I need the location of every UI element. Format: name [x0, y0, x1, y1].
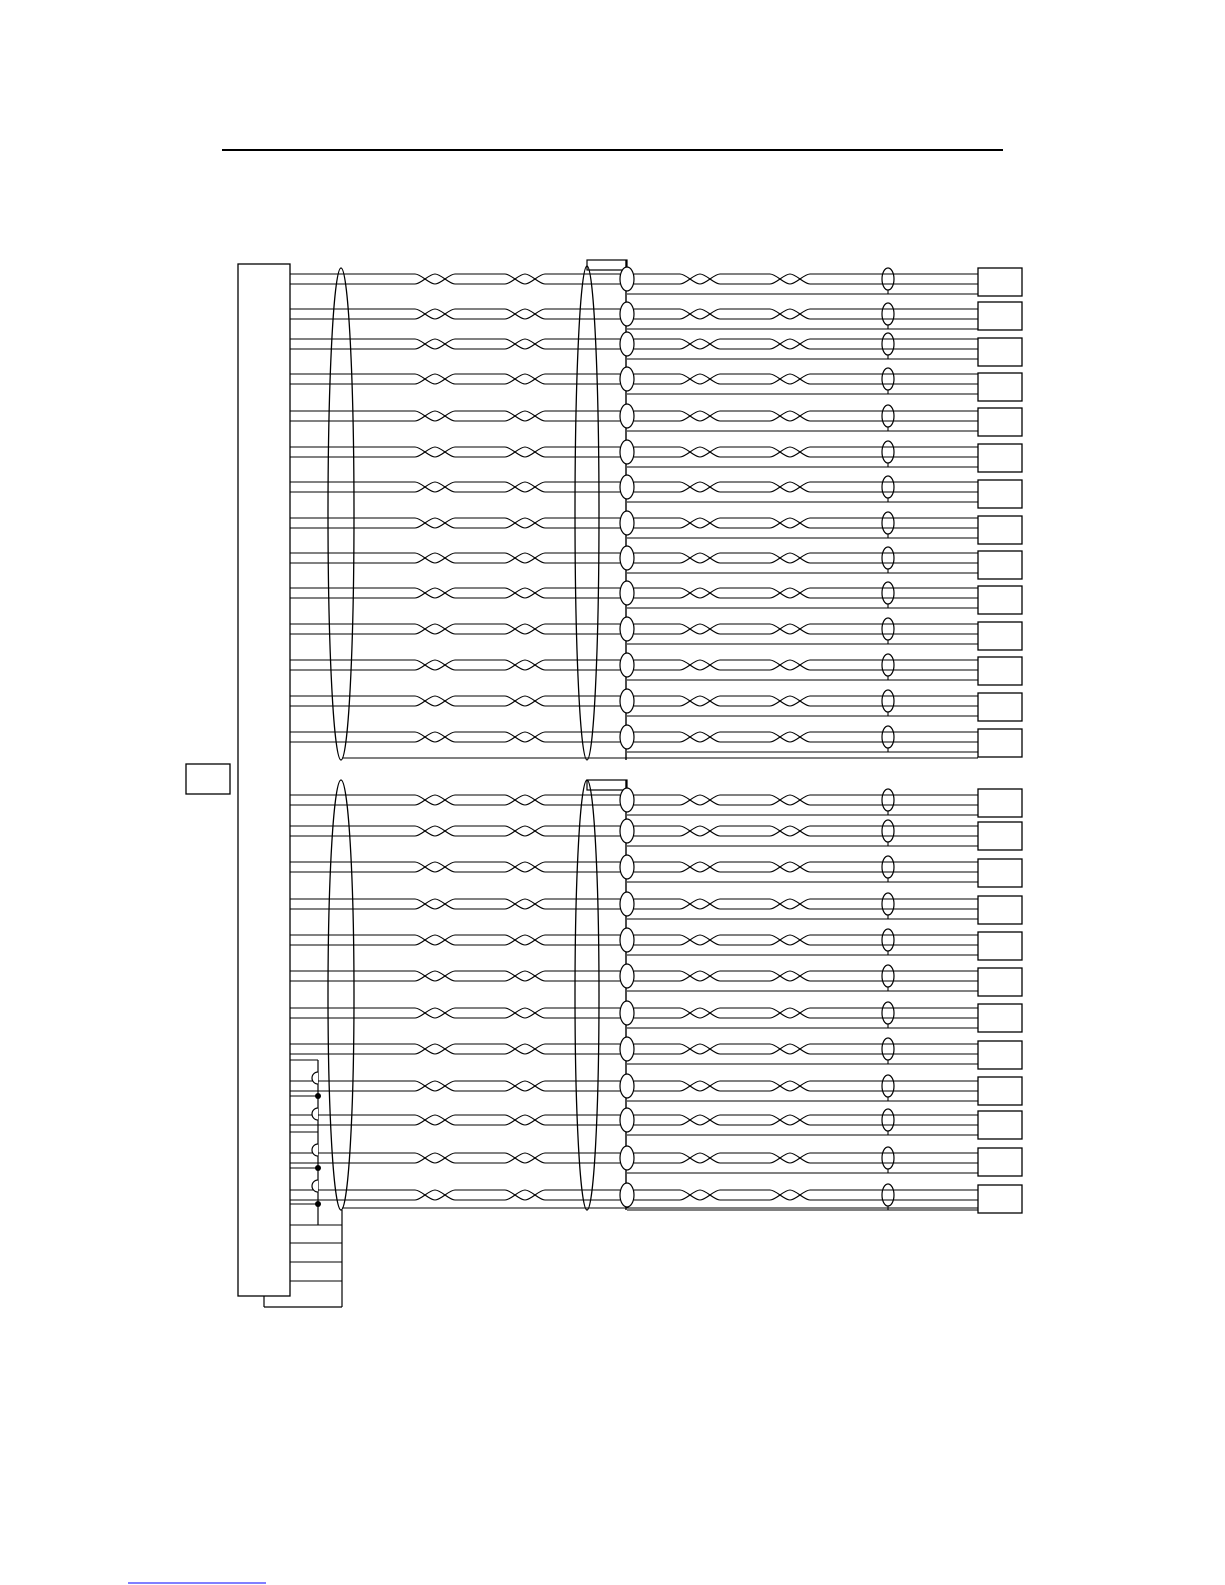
- pair-shield-junction-icon: [620, 475, 634, 499]
- pair-shield-junction-icon: [620, 581, 634, 605]
- pair-shield-junction-icon: [620, 928, 634, 952]
- pair-shield-junction-icon: [620, 892, 634, 916]
- pair-shield-junction-icon: [620, 367, 634, 391]
- pair-shield-junction-icon: [620, 653, 634, 677]
- pair-shield-junction-icon: [620, 855, 634, 879]
- pair-shield-junction-icon: [620, 440, 634, 464]
- pair-shield-junction-icon: [620, 617, 634, 641]
- pair-shield-junction-icon: [620, 1108, 634, 1132]
- pair-shield-junction-icon: [620, 1183, 634, 1207]
- pair-shield-junction-icon: [620, 1074, 634, 1098]
- pair-shield-junction-icon: [620, 1001, 634, 1025]
- junction-dot-icon: [315, 1201, 321, 1207]
- pair-shield-junction-icon: [620, 788, 634, 812]
- junction-dot-icon: [315, 1165, 321, 1171]
- pair-shield-junction-icon: [620, 819, 634, 843]
- pair-shield-junction-icon: [620, 1146, 634, 1170]
- pair-shield-junction-icon: [620, 689, 634, 713]
- pair-shield-junction-icon: [620, 404, 634, 428]
- pair-shield-junction-icon: [620, 964, 634, 988]
- pair-shield-junction-icon: [620, 302, 634, 326]
- pair-shield-junction-icon: [620, 546, 634, 570]
- pair-shield-junction-icon: [620, 1037, 634, 1061]
- pair-shield-junction-icon: [620, 332, 634, 356]
- pair-shield-junction-icon: [620, 511, 634, 535]
- junction-dot-icon: [315, 1093, 321, 1099]
- pair-shield-junction-icon: [620, 267, 634, 291]
- pair-shield-junction-icon: [620, 725, 634, 749]
